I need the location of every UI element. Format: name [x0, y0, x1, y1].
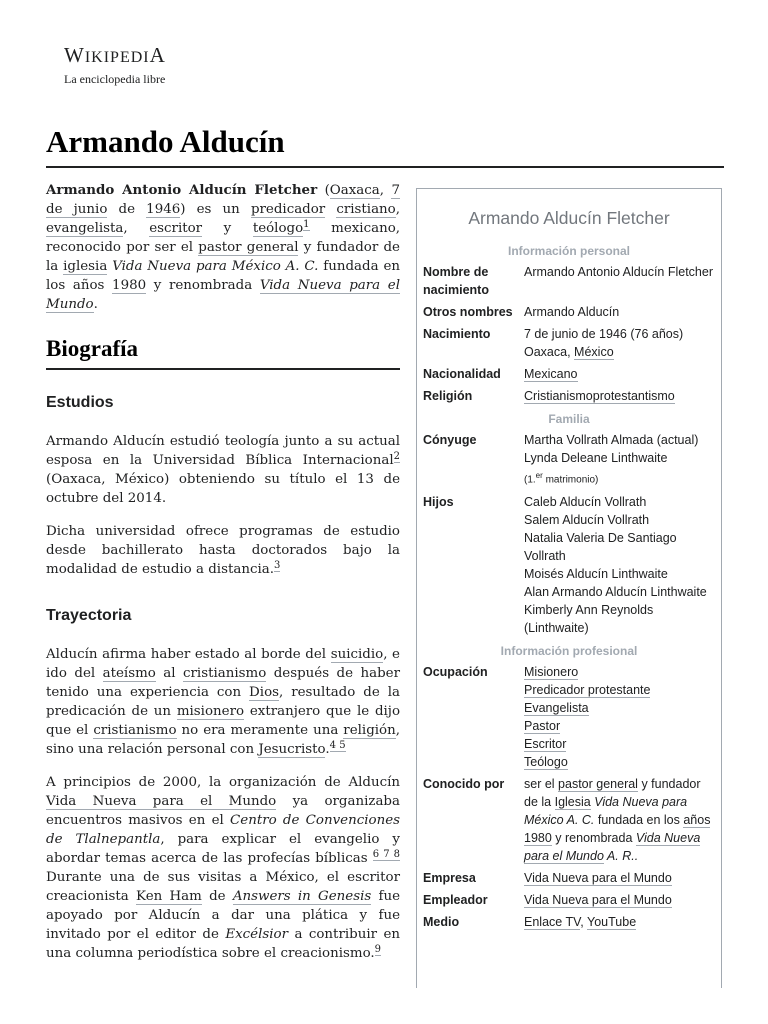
row-religion [423, 387, 715, 405]
subsection-heading-trayectoria: Trayectoria [46, 607, 132, 624]
link-predicador[interactable]: predicador [250, 202, 326, 217]
estudios-paragraph-1: Armando Alducín estudió teología junto a su actual esposa en la Universidad Bíblica Internacional$^2$ (Oaxaca, México) obteniendo su título el 13 de octubre del 2014. [46, 434, 400, 506]
value-hijos [524, 493, 715, 637]
link-vida-nueva-mundo[interactable]: Vida Nueva para el Mundo [46, 278, 400, 312]
value-conyuge [524, 431, 715, 489]
link-empresa[interactable]: Vida Nueva para el Mundo [524, 871, 672, 886]
link-vida-nueva-mundo-2[interactable]: Vida Nueva para el Mundo [46, 794, 277, 809]
section-heading-biografia: Biografía [46, 336, 138, 361]
label-nombre: Nombre de nacimiento [423, 265, 489, 297]
value-nacimiento: 7 de junio de 1946 (76 años) Oaxaca, México [524, 325, 715, 361]
value-nombre: Armando Antonio Alducín Fletcher [524, 265, 714, 279]
child-item: Salem Alducín Vollrath [524, 513, 650, 528]
excelsior: Excélsior [225, 927, 288, 942]
label-conyuge: Cónyuge [423, 433, 477, 447]
title-divider [46, 166, 724, 168]
section-divider [46, 368, 400, 370]
child-item: Moisés Alducín Linthwaite [524, 567, 668, 582]
subject-name: Armando Antonio Alducín Fletcher [46, 182, 318, 198]
wikipedia-logo[interactable] [64, 44, 166, 87]
ref-9[interactable]: 9 [374, 943, 382, 955]
link-ocupacion-predicador[interactable]: Predicador protestante [524, 683, 651, 698]
child-item: Kimberly Ann Reynolds (Linthwaite) [524, 603, 654, 636]
intro-paragraph: Armando Antonio Alducín Fletcher (Oaxaca, 7 de junio de 1946) es un predicador cristiano, evangelista, escritor y teólogo$^1$ mexicano, reconocido por ser el pastor general y fundador de la iglesia Vida Nueva para México A. C. fundada en los años 1980 y renombrada Vida Nueva para el Mundo. [46, 182, 401, 312]
spouse-note: (1.$^{er}$ matrimonio) [524, 471, 599, 486]
estudios-paragraph-2: Dicha universidad ofrece programas de estudio desde bachillerato hasta doctorados bajo la modalidad de estudio a distancia.$^3$ [46, 524, 400, 577]
link-answers-in-genesis[interactable]: Answers in Genesis [232, 889, 372, 904]
row-nombre [423, 263, 715, 299]
link-ocupacion-evangelista[interactable]: Evangelista [524, 701, 589, 716]
link-ocupacion-teologo[interactable]: Teólogo [524, 755, 568, 770]
row-medio: Medio Enlace TV, YouTube [423, 915, 637, 930]
link-iglesia[interactable]: iglesia [63, 259, 108, 274]
infobox-title: Armando Alducín Fletcher [468, 208, 670, 228]
link-ocupacion-pastor[interactable]: Pastor [524, 719, 561, 734]
link-1980[interactable]: 1980 [112, 278, 147, 293]
child-item: Natalia Valeria De Santiago Vollrath [524, 531, 677, 564]
label-nacionalidad: Nacionalidad [423, 367, 501, 381]
row-nacimiento [423, 325, 715, 361]
page-title: Armando Alducín [46, 124, 285, 159]
label-hijos: Hijos [423, 495, 454, 510]
refs-6-7-8[interactable]: 6 7 8 [372, 848, 400, 860]
link-mexico[interactable]: México [574, 345, 614, 359]
row-conyuge [423, 431, 715, 489]
value-ocupacion [524, 663, 715, 771]
infobox-section-profesional: Información profesional [500, 644, 638, 659]
row-empresa [423, 869, 715, 887]
link-pastor-general[interactable]: pastor general [198, 240, 299, 255]
spouse-current: Martha Vollrath Almada (actual) [524, 433, 699, 447]
row-empleador [423, 891, 715, 909]
label-conocido-por: Conocido por [423, 777, 505, 792]
ref-2[interactable]: 2 [393, 450, 400, 462]
link-pastor-general-2[interactable]: pastor general [558, 777, 638, 792]
label-medio: Medio [423, 915, 460, 930]
birth-place: Oaxaca [524, 345, 568, 359]
link-iglesia-2[interactable]: Iglesia [554, 795, 591, 810]
child-item: Alan Armando Alducín Linthwaite [524, 585, 707, 600]
link-ateismo[interactable]: ateísmo [102, 666, 156, 681]
ref-1[interactable]: 1 [303, 218, 310, 230]
label-empleador: Empleador [423, 893, 488, 908]
refs-4-5[interactable]: 4 5 [329, 739, 346, 751]
link-cristiano[interactable]: cristiano [336, 202, 396, 217]
link-escritor[interactable]: escritor [149, 221, 203, 236]
row-hijos [423, 493, 715, 637]
link-jesucristo[interactable]: Jesucristo [258, 742, 326, 757]
row-ocupacion [423, 663, 715, 771]
article-body [46, 181, 400, 977]
label-nacimiento: Nacimiento [423, 327, 491, 341]
row-otros-nombres [423, 303, 715, 321]
vida-nueva-mexico: Vida Nueva para México A. C. [112, 259, 319, 274]
link-cristianismo-2[interactable]: cristianismo [93, 723, 177, 738]
subsection-heading-estudios: Estudios [46, 394, 114, 411]
link-mexicano[interactable]: Mexicano [524, 367, 578, 381]
site-name: WIKIPEDIA [64, 43, 166, 67]
link-enlace-tv[interactable]: Enlace TV [524, 915, 581, 930]
link-anos-1980[interactable]: años 1980 [524, 813, 711, 846]
link-dios[interactable]: Dios [249, 685, 279, 700]
link-cristianismo-protestantismo[interactable]: Cristianismoprotestantismo [524, 389, 675, 403]
trayectoria-paragraph-2: A principios de 2000, la organización de Alducín Vida Nueva para el Mundo ya organizaba encuentros masivos en el Centro de Convenciones de Tlalnepantla, para explicar el evangelio y abordar temas acerca de las profecías bíblicas $^{6 7 8}$ Durante una de sus visitas a México, el escritor creacionista Ken Ham de Answers in Genesis fue apoyado por Alducín a dar una plática y fue invitado por el editor de Excélsior a contribuir en una columna periodística sobre el creacionismo.$^9$ [46, 775, 400, 961]
link-religion[interactable]: religión [343, 723, 396, 738]
label-ocupacion: Ocupación [423, 665, 488, 680]
child-item: Caleb Alducín Vollrath [524, 495, 647, 510]
link-vida-nueva-mundo-3[interactable]: Vida Nueva para el Mundo [524, 831, 701, 864]
link-7-de-junio[interactable]: 7 de junio [46, 183, 400, 217]
ref-3[interactable]: 3 [273, 559, 281, 571]
label-otros-nombres: Otros nombres [423, 305, 513, 319]
link-oaxaca[interactable]: Oaxaca [329, 183, 380, 198]
link-ocupacion-misionero[interactable]: Misionero [524, 665, 579, 680]
link-youtube[interactable]: YouTube [587, 915, 637, 930]
value-conocido-por: ser el pastor general y fundador de la Iglesia Vida Nueva para México A. C. fundada en los años 1980 y renombrada Vida Nueva para el Mundo A. R.. [524, 777, 711, 864]
link-cristianismo[interactable]: cristianismo [183, 666, 267, 681]
link-empleador[interactable]: Vida Nueva para el Mundo [524, 893, 672, 908]
row-nacionalidad [423, 365, 715, 383]
link-ken-ham[interactable]: Ken Ham [136, 889, 202, 904]
value-otros-nombres: Armando Alducín [524, 305, 620, 319]
site-tagline: La enciclopedia libre [64, 72, 166, 86]
link-misionero[interactable]: misionero [176, 704, 245, 719]
link-teologo[interactable]: teólogo [252, 221, 304, 236]
spouse-first: Lynda Deleane Linthwaite [524, 451, 668, 465]
infobox-section-familia: Familia [548, 412, 590, 426]
centro-convenciones: Centro de Convenciones de Tlalnepantla [46, 813, 400, 847]
link-ocupacion-escritor[interactable]: Escritor [524, 737, 567, 752]
trayectoria-paragraph-1: Alducín afirma haber estado al borde del suicidio, e ido del ateísmo al cristianismo después de haber tenido una experiencia con Dios, resultado de la predicación de un misionero extranjero que le dijo que el cristianismo no era meramente una religión, sino una relación personal con Jesucristo.$^{4 5}$ [46, 647, 401, 757]
link-suicidio[interactable]: suicidio [330, 647, 384, 662]
birth-date: 7 de junio de 1946 (76 años) [524, 327, 684, 341]
vida-nueva-mexico-2: Vida Nueva para México A. C. [524, 795, 688, 828]
link-1946[interactable]: 1946 [146, 202, 181, 217]
infobox-section-personal: Información personal [507, 244, 631, 258]
label-religion: Religión [423, 389, 473, 403]
link-evangelista[interactable]: evangelista [46, 221, 124, 236]
label-empresa: Empresa [423, 871, 476, 886]
row-conocido-por [423, 775, 715, 865]
infobox [416, 188, 722, 988]
